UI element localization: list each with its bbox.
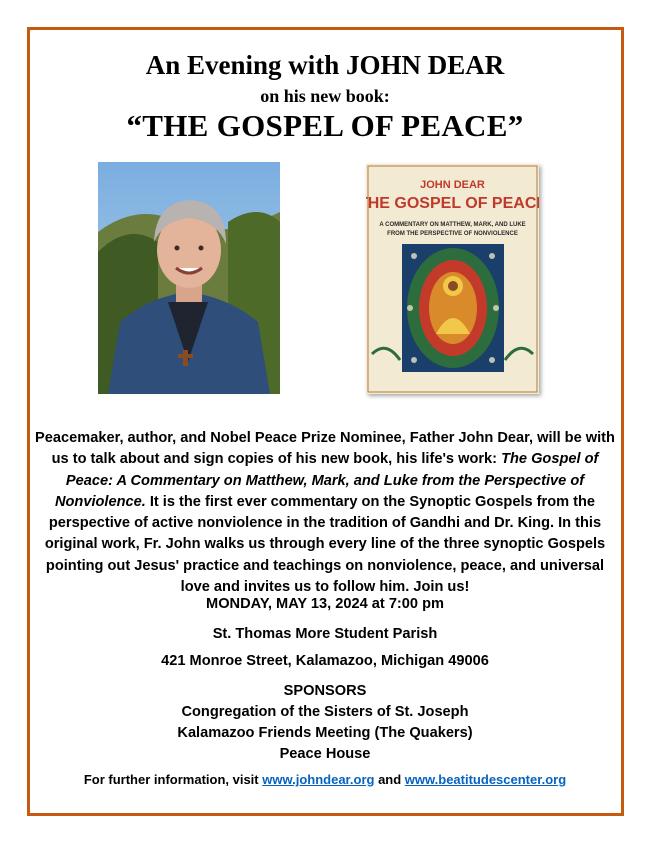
book-cover-subtitle-2: FROM THE PERSPECTIVE OF NONVIOLENCE (387, 231, 518, 237)
book-cover-subtitle-1: A COMMENTARY ON MATTHEW, MARK, AND LUKE (379, 222, 526, 228)
footer-prefix: For further information, visit (83, 772, 263, 787)
footer-info (0, 772, 650, 787)
book-cover-artwork (372, 244, 533, 372)
sponsor-item: Congregation of the Sisters of St. Joseph (181, 704, 469, 720)
event-description (34, 428, 616, 598)
event-datetime: MONDAY, MAY 13, 2024 at 7:00 pm (206, 596, 444, 612)
john-dear-photo (98, 162, 280, 394)
book-cover (366, 164, 539, 394)
sponsor-item: Kalamazoo Friends Meeting (The Quakers) (177, 725, 473, 741)
sponsor-item: Peace House (279, 746, 371, 762)
description-book-title: The Gospel of Peace: A Commentary on Matthew, Mark, and Luke from the Perspective of Nonviolence. (54, 451, 599, 510)
book-cover-title: THE GOSPEL OF PEACE (366, 195, 539, 212)
event-subtitle: on his new book: (260, 86, 390, 106)
johndear-link[interactable]: www.johndear.org (262, 772, 375, 787)
book-cover-author: JOHN DEAR (420, 179, 485, 191)
book-title-heading: “THE GOSPEL OF PEACE” (126, 108, 524, 143)
description-intro: Peacemaker, author, and Nobel Peace Prize Nominee, Father John Dear, will be with us to talk about and sign copies of his new book, his life's work: (35, 430, 615, 468)
footer-and: and (374, 772, 405, 787)
description-body: It is the first ever commentary on the Synoptic Gospels from the perspective of active nonviolence in the tradition of Gandhi and Dr. King. In this original work, Fr. John walks us through every line of the three synoptic Gospels pointing out Jesus' practice and teachings on nonviolence, peace, and universal love and invites us to follow him. Join us! (44, 493, 606, 596)
event-venue: St. Thomas More Student Parish (212, 626, 438, 642)
event-title: An Evening with JOHN DEAR (145, 50, 505, 80)
beatitudescenter-link[interactable]: www.beatitudescenter.org (404, 772, 567, 787)
event-address: 421 Monroe Street, Kalamazoo, Michigan 49006 (161, 653, 489, 669)
sponsors-heading: SPONSORS (283, 683, 367, 699)
